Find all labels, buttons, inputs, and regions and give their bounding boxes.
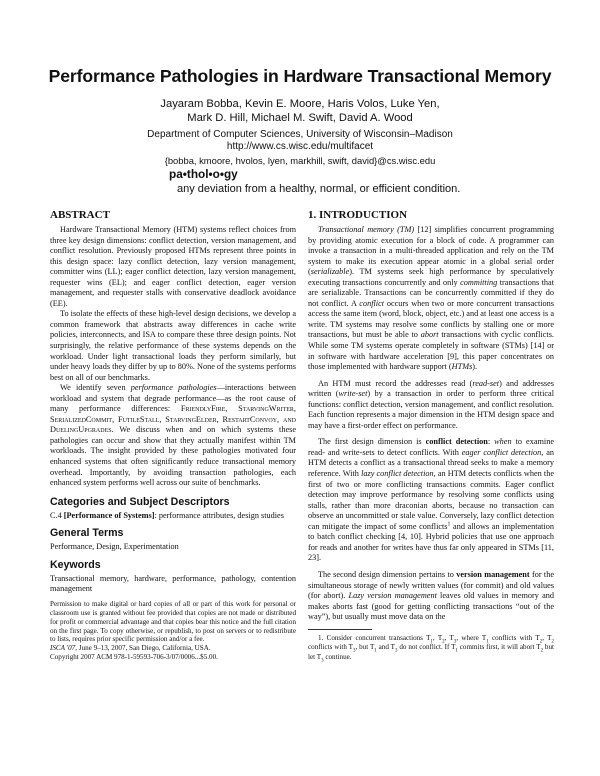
intro-paragraph-1: Transactional memory (TM) [12] simplifies concurrent programming by providing atomic execution for a block of code. A programmer can invoke a transaction in a multi-threaded application and rely on the TM system to make its execution appear atomic in a global serial order (serializable). TM systems seek high performance by speculatively executing transactions concurrently and only committing transactions that are serializable. Transactions can be concurrently committed if they do not conflict. A conflict occurs when two or more concurrent transactions access the same item (word, block, object, etc.) and at least one access is a write. TM systems may resolve some conflicts by stalling one or more transactions, but must be able to abort transactions with cyclic conflicts. While some TM systems operate completely in software (STMs) [14] or in software with hardware acceleration [9], this paper concentrates on those implemented with hardware support (HTMs). [308,225,554,372]
general-terms-heading: General Terms [50,527,124,540]
authors-line-2: Mark D. Hill, Michael M. Swift, David A. Wood [187,112,413,124]
intro-paragraph-4: The second design dimension pertains to version management for the simultaneous storage of newly written values (for commit) and old values (for abort). Lazy version management leaves old values in memory and makes aborts fast (good for getting conflicting transactions “out of the way”), but usually must move data on the [308,569,554,622]
permission-notice: Permission to make digital or hard copies of all or part of this work for personal or classroom use is granted without fee provided that copies are not made or distributed for profit or commercial advantage and that copies bear this notice and the full citation on the first page. To copy otherwise, or republish, to post on servers or to redistribute to lists, requires prior specific permission and/or a fee. [50,599,296,644]
abstract-paragraph-3: We identify seven performance pathologies—interactions between workload and system that degrade performance—as the root cause of many performance differences: FriendlyFire, StarvingWriter, SerializedCommit, FutileStall, StarvingElder, RestartConvoy, and DuelingUpgrades. We discuss when and on which systems these pathologies can occur and show that they actually manifest within TM workloads. The insight provided by these pathologies motivated four enhanced systems that often significantly reduce transactional memory overhead. Importantly, by avoiding transaction pathologies, each enhanced system performs well across our suite of benchmarks. [50,383,297,488]
intro-paragraph-3: The first design dimension is conflict detection: when to examine read- and write-sets to detect conflicts. With eager conflict detection, an HTM detects a conflict as a transactional thread seeks to make a memory reference. With lazy conflict detection, an HTM detects conflicts when the first of two or more conflicting transactions commits. Eager conflict detection may improve performance by resolving some conflicts using stalls, rather than more draconian aborts, because no transaction can observe an uncommitted or stale value. Conversely, lazy conflict detection can mitigate the impact of some conflicts$^1$ and allows an implementation to batch conflict checking [4, 10]. Hybrid policies that use one approach for reads and another for writes have thus far only appeared in STMs [11, 23]. [308,437,554,563]
project-url[interactable]: http://www.cs.wisc.edu/multifacet [226,141,374,152]
definition-meaning: any deviation from a healthy, normal, or efficient condition. [177,183,461,195]
paper-title: Performance Pathologies in Hardware Transactional Memory [48,66,552,86]
pathology-names: FriendlyFire, StarvingWriter, SerializedCommit, FutileStall, StarvingElder, RestartConvoy, and DuelingUpgrades [50,404,296,435]
abstract-heading: ABSTRACT [50,209,110,221]
definition-word: pa•thol•o•gy [169,167,238,181]
footnote-marker: 1 [447,521,451,528]
left-column [50,208,296,662]
categories-text: C.4 [Performance of Systems]: performance attributes, design studies [50,510,284,520]
footnote-1: 1. Consider concurrent transactions $T_1$, $T_2$, $T_3$, where $T_1$ conflicts with $T_2$, $T_2$ conflicts with $T_3$, but $T_1$ and $T_3$ do not conflict. If $T_1$ commits first, it will abort $T_2$ but let $T_3$ continue. [308,633,554,663]
introduction-heading: 1. INTRODUCTION [308,209,408,221]
footnote-rule [308,629,372,630]
abstract-paragraph-1: Hardware Transactional Memory (HTM) systems reflect choices from three key design dimensions: conflict detection, version management, and conflict resolution. Previously proposed HTMs represent three points in this design space: lazy conflict detection, lazy version management, committer wins (LL); eager conflict detection, lazy version management, requester wins (EL); and eager conflict detection, eager version management, and requester stalls with conservative deadlock avoidance (EE). [50,225,296,308]
author-emails: {bobba, kmoore, hvolos, lyen, markhill, swift, david}@cs.wisc.edu [164,155,436,166]
categories-heading: Categories and Subject Descriptors [50,495,230,508]
authors-line-1: Jayaram Bobba, Kevin E. Moore, Haris Volos, Luke Yen, [160,98,440,110]
affiliation: Department of Computer Sciences, University of Wisconsin–Madison [147,129,453,140]
abstract-paragraph-2: To isolate the effects of these high-level design decisions, we develop a common framework that abstracts away differences in cache write policies, interconnects, and ISA to compare these three design points. Not surprisingly, the relative performance of these systems depends on the workload. Under light transactional loads they perform similarly, but under heavy loads they differ by up to 80%. None of the systems performs best on all of our benchmarks. [50,309,296,382]
venue-line: ISCA '07, June 9–13, 2007, San Diego, California, USA. [50,644,211,653]
copyright-line: Copyright 2007 ACM 978-1-59593-706-3/07/0006...$5.00. [50,653,218,662]
intro-paragraph-2: An HTM must record the addresses read (read-set) and addresses written (write-set) by a transaction in order to perform three critical functions: conflict detection, version management, and conflict resolution. Each function represents a major dimension in the HTM design space and may have a first-order effect on performance. [308,378,554,430]
general-terms-text: Performance, Design, Experimentation [50,542,179,552]
keywords-heading: Keywords [50,558,101,571]
keywords-text: Transactional memory, hardware, performance, pathology, contention management [50,573,296,594]
right-column [308,208,554,662]
